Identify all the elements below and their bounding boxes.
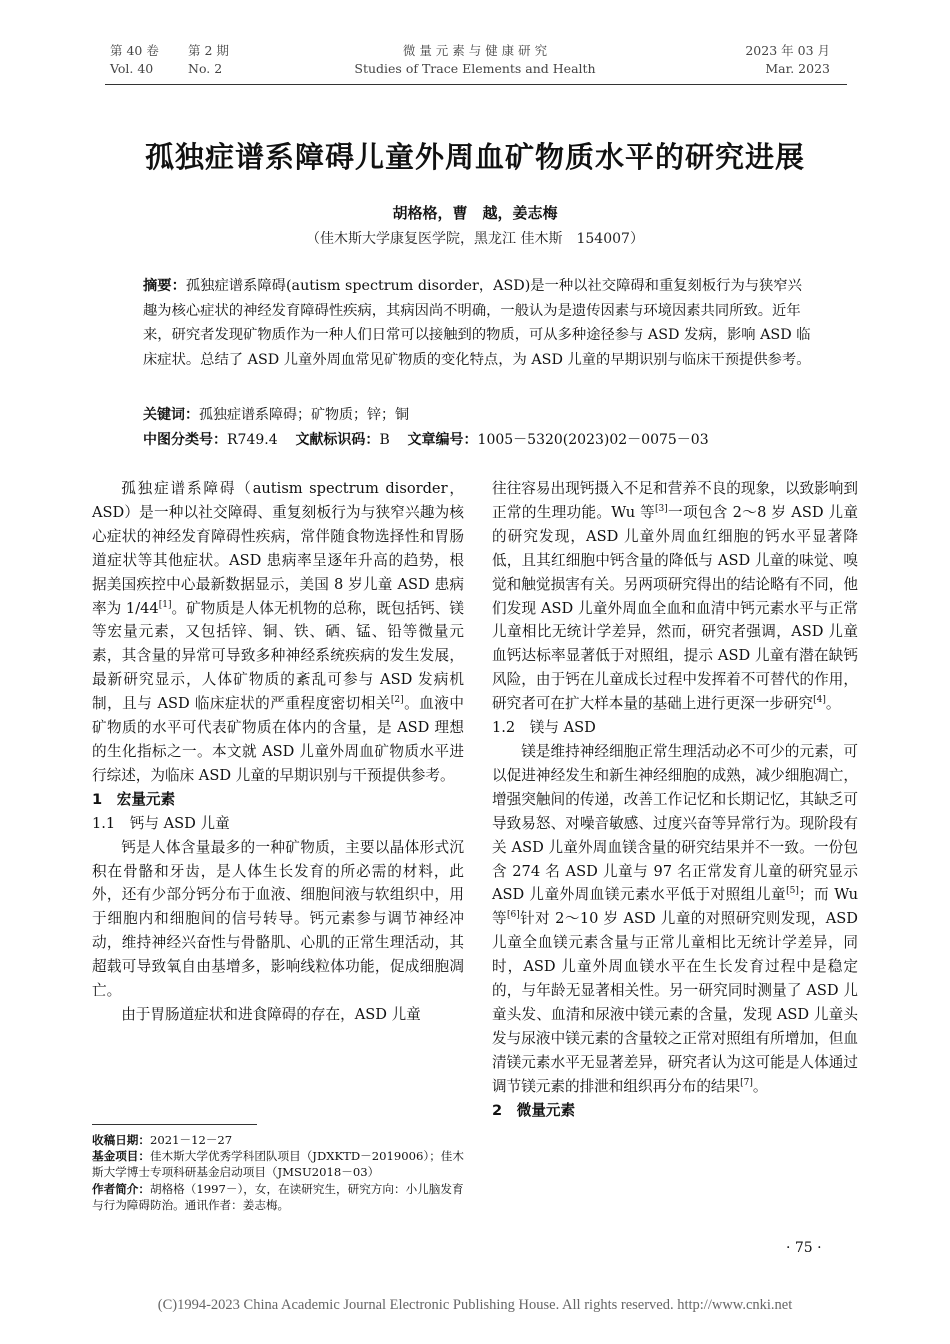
section-heading-1-1: 1.1 钙与 ASD 儿童 — [92, 814, 230, 832]
author-bio — [92, 1181, 464, 1213]
keywords-text: 孤独症谱系障碍；矿物质；锌；铜 — [199, 407, 409, 423]
mg-text-3: 针对 2～10 岁 ASD 儿童的对照研究则发现，ASD 儿童全血镁元素含量与正常儿童相比无统计学差异，同时，ASD 儿童外周血镁水平在生长发育过程中是稳定的，与年龄无显著相关性。另一研究同时测量了 ASD 儿童头发、血清和尿液中镁元素的含量，发现 ASD 儿童头发与尿液中镁元素的含量较之正常对照组有所增加，但血清镁元素水平无显著差异，研究者认为这可能是人体通过调节镁元素的排泄和组织再分布的结果 — [492, 910, 858, 1095]
ca-text-2: 一项包含 2～8 岁 ASD 儿童的研究发现，ASD 儿童外周血红细胞的钙水平显著降低，且其红细胞中钙含量的降低与 ASD 儿童的味觉、嗅觉和触觉损害有关。另两项研究得出的结论略有不同，他们发现 ASD 儿童外周血全血和血清中钙元素水平与正常儿童相比无统计学差异，然而，研究者强调，ASD 儿童血钙达标率显著低于对照组，提示 ASD 儿童有潜在缺钙风险，由于钙在儿童成长过程中发挥着不可替代的作用，研究者可在扩大样本量的基础上进行更深一步研究 — [492, 503, 858, 713]
header-divider — [105, 84, 847, 85]
abstract-label: 摘要： — [143, 278, 186, 294]
citation-3[interactable]: [3] — [654, 503, 668, 514]
authors: 胡格格，曹 越，姜志梅 — [392, 204, 558, 222]
footnotes — [92, 1132, 464, 1213]
clc-label: 中图分类号： — [143, 432, 227, 448]
calcium-continued-paragraph — [492, 477, 858, 716]
author-bio-label: 作者简介： — [92, 1181, 150, 1196]
ca-text-1: 往往容易出现钙摄入不足和营养不良的现象，以致影响到正常的生理功能。Wu 等 — [492, 480, 858, 521]
volume-en: Vol. 40 — [110, 61, 154, 76]
citation-1[interactable]: [1] — [158, 599, 172, 610]
citation-4[interactable]: [4] — [813, 695, 826, 706]
intro-text-2: 。矿物质是人体无机物的总称，既包括钙、镁等宏量元素，又包括锌、铜、铁、硒、锰、铅等微量元素，其含量的异常可导致多种神经系统疾病的发生发展，最新研究显示，人体矿物质的紊乱可参与 ASD 发病机制，且与 ASD 临床症状的严重程度密切相关 — [92, 599, 464, 713]
journal-name-en: Studies of Trace Elements and Health — [354, 61, 596, 76]
running-header-right — [745, 42, 830, 78]
keywords-label: 关键词： — [143, 407, 199, 423]
page-number: · 75 · — [786, 1240, 822, 1256]
article-title: 孤独症谱系障碍儿童外周血矿物质水平的研究进展 — [144, 140, 805, 174]
intro-text-3: 。血液中矿物质的水平可代表矿物质在体内的含量，是 ASD 理想的生化指标之一。本文就 ASD 儿童外周血矿物质水平进行综述，为临床 ASD 儿童的早期识别与干预提供参考。 — [92, 695, 464, 784]
mg-text-1: 镁是维持神经细胞正常生理活动必不可少的元素，可以促进神经发生和新生神经细胞的成熟，减少细胞凋亡，增强突触间的传递，改善工作记忆和长期记忆，其缺乏可导致易怒、对噪音敏感、过度兴奋等异常行为。现阶段有关 ASD 儿童外周血镁含量的研究结果并不一致。一份包含 274 名 ASD 儿童与 97 名正常发育儿童的研究显示 ASD 儿童外周血镁元素水平低于对照组儿童 — [492, 742, 858, 904]
footnote-divider — [92, 1124, 257, 1125]
citation-2[interactable]: [2] — [390, 695, 404, 706]
calcium-paragraph: 钙是人体含量最多的一种矿物质，主要以晶体形式沉积在骨骼和牙齿，是人体生长发育的所必需的材料，此外，还有少部分钙分布于血液、细胞间液与软组织中，用于细胞内和细胞间的信号转导。钙元素参与调节神经冲动，维持神经兴奋性与骨骼肌、心肌的正常生理活动，其超载可导致氧自由基增多，影响线粒体功能，促成细胞凋亡。 — [92, 838, 464, 1000]
received-label: 收稿日期： — [92, 1133, 150, 1147]
date-en: Mar. 2023 — [765, 61, 830, 76]
intro-paragraph — [92, 477, 464, 788]
section-heading-1-2: 1.2 镁与 ASD — [492, 719, 596, 737]
funding — [92, 1148, 464, 1180]
left-column — [92, 477, 464, 1027]
classification-line — [143, 429, 709, 449]
abstract-text: 孤独症谱系障碍(autism spectrum disorder，ASD)是一种以社交障碍和重复刻板行为与狭窄兴趣为核心症状的神经发育障碍性疾病，其病因尚不明确，一般认为是遗传因素与环境因素共同所致。近年来，研究者发现矿物质作为一种人们日常可以接触到的物质，可从多种途径参与 ASD 发病，影响 ASD 临床症状。总结了 ASD 儿童外周血常见矿物质的变化特点，为 ASD 儿童的早期识别与临床干预提供参考。 — [143, 278, 811, 368]
magnesium-paragraph — [492, 740, 858, 1099]
citation-5[interactable]: [5] — [786, 886, 799, 897]
abstract — [143, 274, 813, 372]
clc-value: R749.4 — [227, 432, 278, 448]
citation-7[interactable]: [7] — [740, 1077, 753, 1088]
doc-code-value: B — [379, 432, 390, 448]
received-value: 2021－12－27 — [149, 1133, 233, 1147]
issue-cn: 第 2 期 — [188, 43, 229, 58]
right-column — [492, 477, 858, 1122]
received-date — [92, 1132, 464, 1148]
mg-text-4: 。 — [752, 1077, 768, 1095]
gi-paragraph: 由于胃肠道症状和进食障碍的存在，ASD 儿童 — [121, 1005, 421, 1023]
author-bio-value: 胡格格（1997－），女，在读研究生，研究方向：小儿脑发育与行为障碍防治。通讯作者：姜志梅。 — [92, 1181, 464, 1212]
volume-cn: 第 40 卷 — [110, 43, 159, 58]
keywords — [143, 404, 409, 424]
journal-name-cn: 微 量 元 素 与 健 康 研 究 — [402, 43, 548, 58]
ca-text-3: 。 — [825, 695, 841, 713]
doc-code-label: 文献标识码： — [295, 432, 380, 448]
article-no-label: 文章编号： — [407, 432, 478, 448]
copyright-footer: (C)1994-2023 China Academic Journal Electronic Publishing House. All rights reserved. http://www.cnki.net — [157, 1297, 793, 1313]
section-heading-2: 2 微量元素 — [492, 1101, 576, 1119]
funding-value: 佳木斯大学优秀学科团队项目（JDXKTD－2019006）；佳木斯大学博士专项科研基金启动项目（JMSU2018－03） — [92, 1149, 464, 1180]
citation-6[interactable]: [6] — [507, 910, 520, 921]
issue-en: No. 2 — [188, 61, 223, 76]
date-cn: 2023 年 03 月 — [745, 43, 830, 58]
mg-text-2: ；而 Wu 等 — [492, 886, 858, 928]
section-heading-1: 1 宏量元素 — [92, 790, 176, 808]
affiliation: （佳木斯大学康复医学院，黑龙江 佳木斯 154007） — [306, 231, 644, 247]
intro-text-1: 孤独症谱系障碍（autism spectrum disorder，ASD）是一种以社交障碍、重复刻板行为与狭窄兴趣为核心症状的神经发育障碍性疾病，常伴随食物选择性和胃肠道症状等其他症状。ASD 患病率呈逐年升高的趋势，根据美国疾控中心最新数据显示，美国 8 岁儿童 ASD 患病率为 1/44 — [92, 480, 464, 617]
funding-label: 基金项目： — [92, 1149, 150, 1164]
article-no-value: 1005－5320(2023)02－0075－03 — [477, 432, 709, 448]
